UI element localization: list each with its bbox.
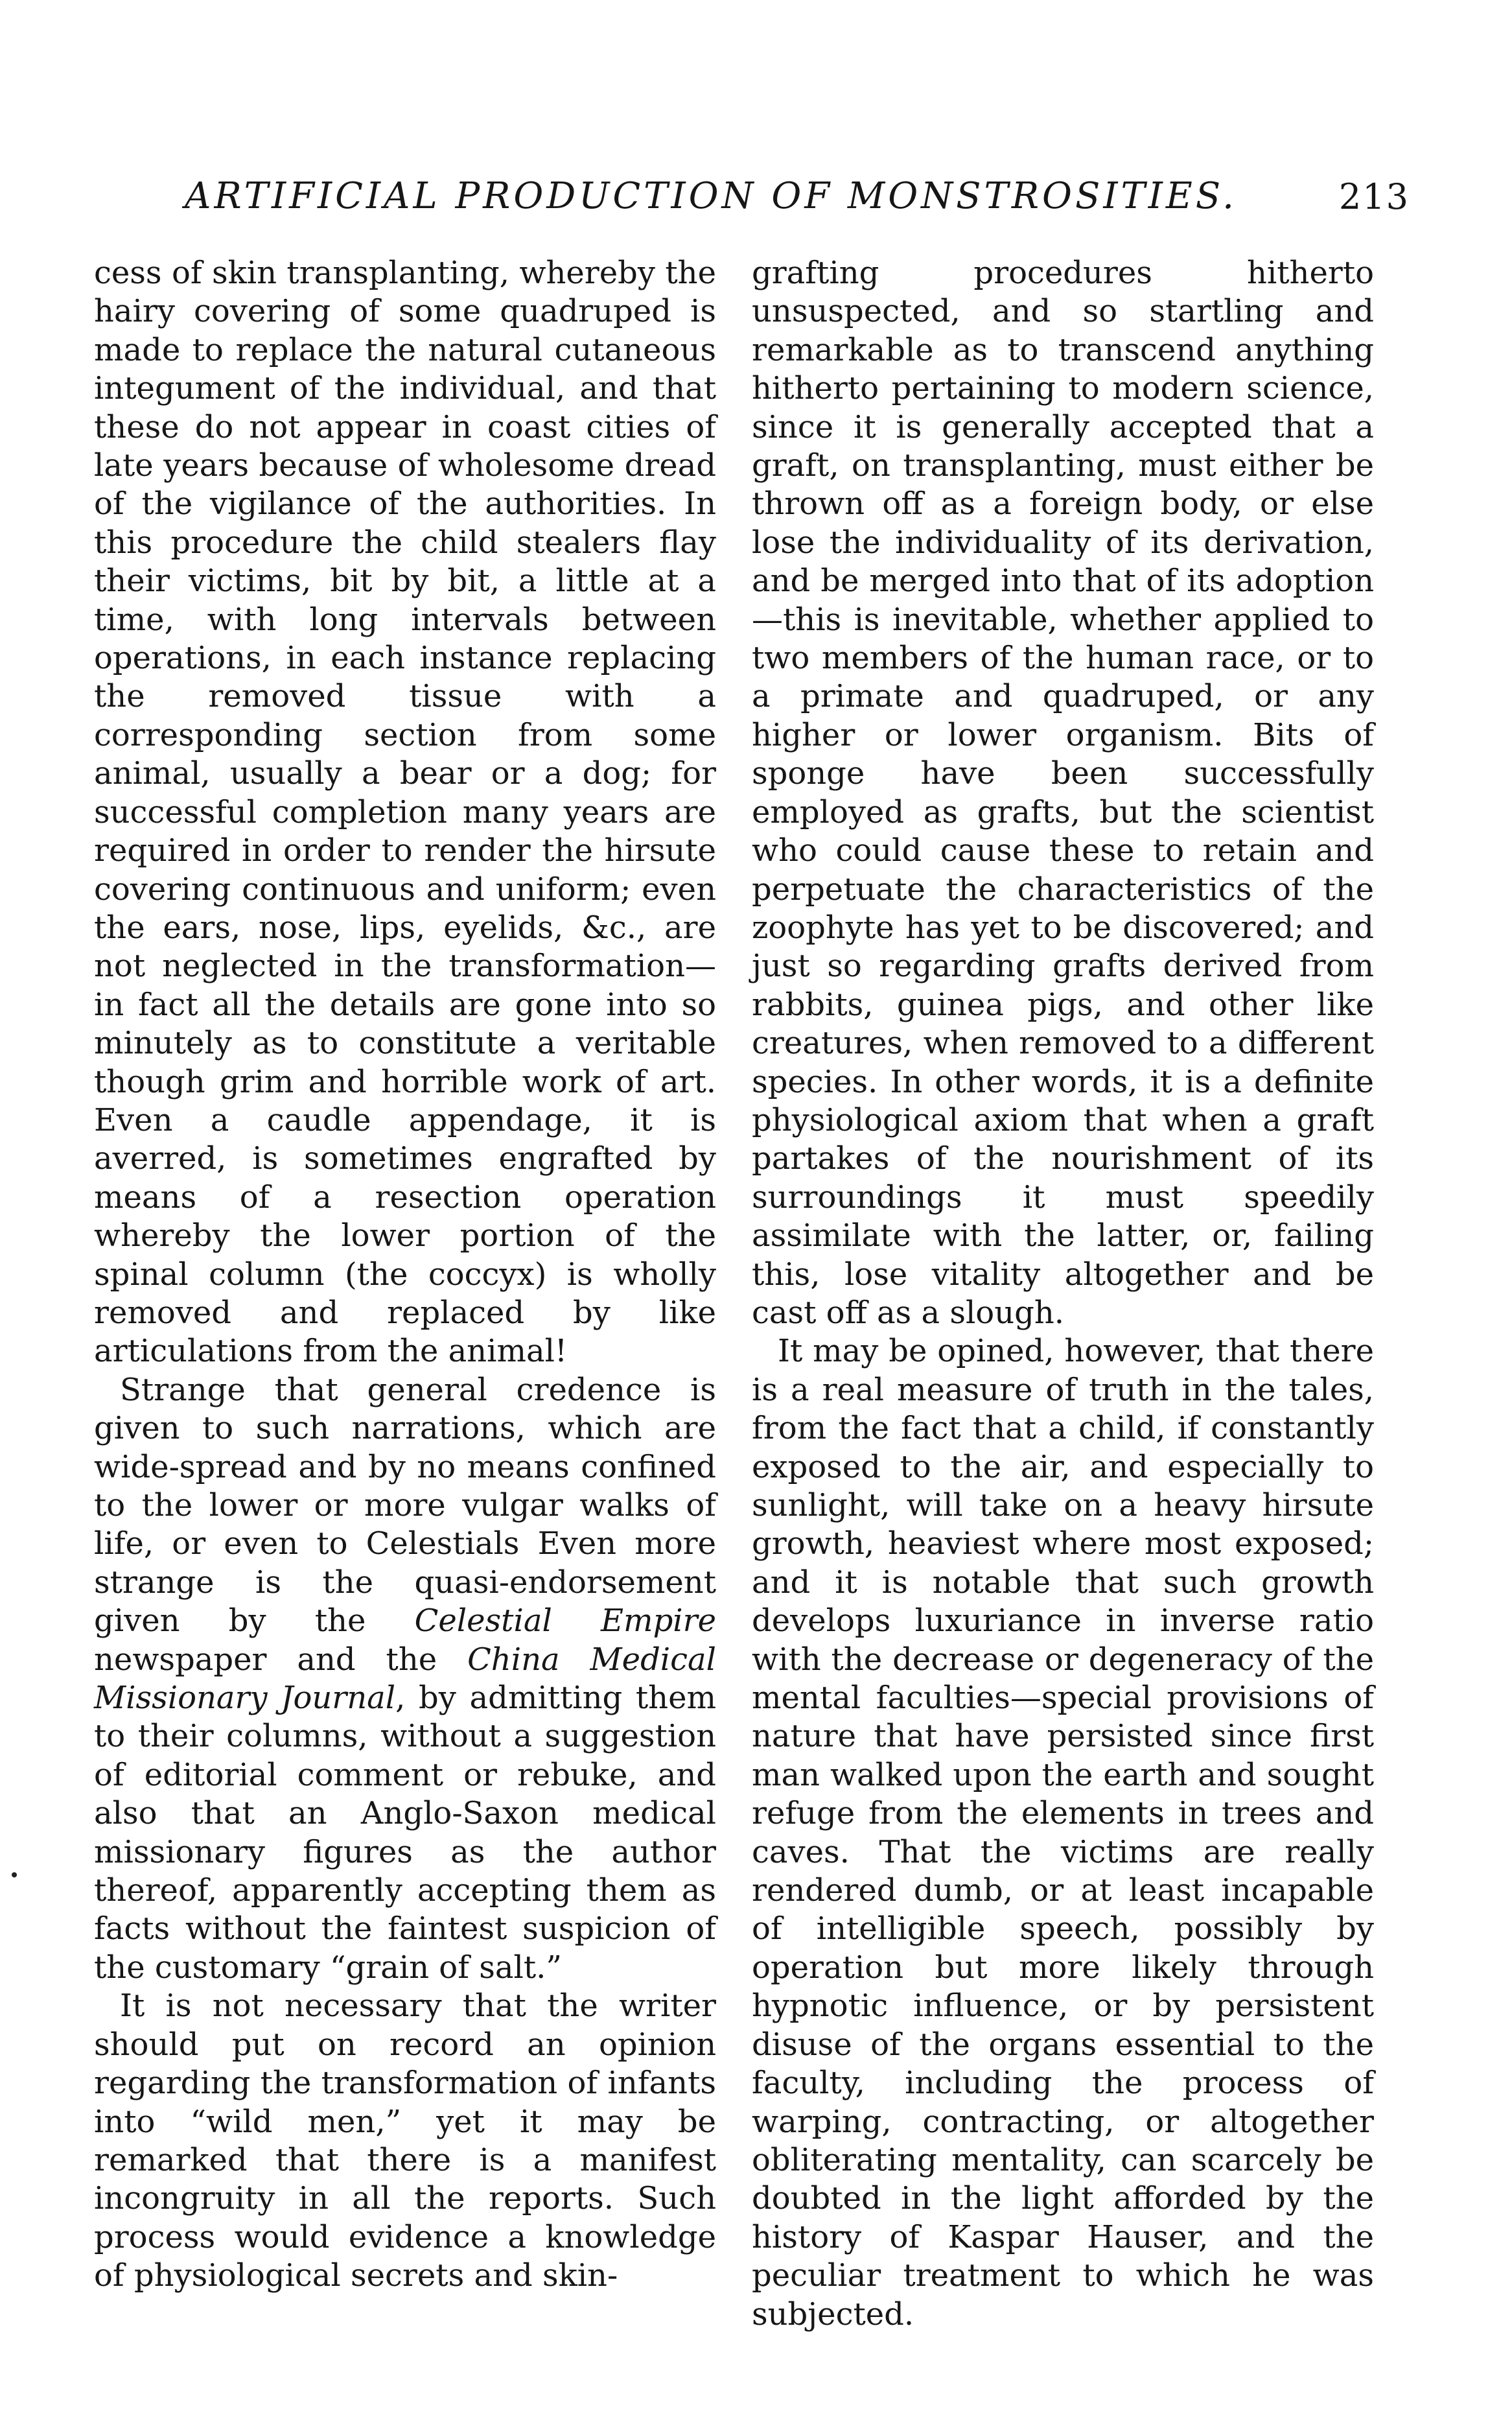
paragraph-text: , by admitting them to their columns, without a suggestion of editorial comment or rebuke, and also that an Anglo-Saxon medical missionary figures as the author thereof, apparently accepting them as facts without the faintest suspicion of the customary “grain of salt.” bbox=[94, 1680, 717, 1986]
paragraph-text: newspaper and the bbox=[94, 1641, 468, 1678]
paragraph bbox=[94, 1371, 716, 1988]
newspaper-title: Celestial Empire bbox=[414, 1603, 716, 1640]
paragraph-text: Strange that general credence is given to such narrations, which are wide-spread and by no means confined to the lower or more vulgar walks of life, or even to Celestials Even more strange is the quasi-endorsement given by the bbox=[94, 1371, 716, 1640]
journal-title: China Medical Missionary Journal bbox=[94, 1641, 716, 1717]
print-speck bbox=[12, 1872, 17, 1877]
running-head bbox=[185, 175, 1410, 227]
paragraph: cess of skin transplanting, whereby the hairy covering of some quadruped is made to replace the natural cutaneous integument of the individual, and that these do not appear in coast cities of late years because of wholesome dread of the vigilance of the authorities. In this procedure the child stealers flay their victims, bit by bit, a little at a time, with long intervals between operations, in each instance replacing the removed tissue with a corresponding section from some animal, usually a bear or a dog; for successful completion many years are required in order to render the hirsute covering continuous and uniform; even the ears, nose, lips, eyelids, &c., are not neglected in the transformation—in fact all the details are gone into so minutely as to constitute a veritable though grim and horrible work of art. Even a caudle appendage, it is averred, is sometimes engrafted by means of a resection operation whereby the lower portion of the spinal column (the coccyx) is wholly removed and replaced by like articulations from the animal! bbox=[94, 255, 716, 1370]
left-column bbox=[94, 254, 716, 2296]
paragraph: It may be opined, however, that there is a real measure of truth in the tales, from the fact that a child, if constantly exposed to the air, and especially to sunlight, will take on a heavy hirsute growth, heaviest where most exposed; and it is notable that such growth develops luxuriance in inverse ratio with the decrease or degeneracy of the mental faculties—special provisions of nature that have persisted since first man walked upon the earth and sought refuge from the elements in trees and caves. That the victims are really rendered dumb, or at least incapable of intelligible speech, possibly by operation but more likely through hypnotic influence, or by persistent disuse of the organs essential to the faculty, including the process of warping, contracting, or altogether obliterating mentality, can scarcely be doubted in the light afforded by the history of Kaspar Hauser, and the peculiar treatment to which he was subjected. bbox=[752, 1333, 1374, 2333]
paragraph: It is not necessary that the writer should put on record an opinion regarding the transformation of infants into “wild men,” yet it may be remarked that there is a manifest incongruity in all the reports. Such process would evidence a knowledge of physiological secrets and skin- bbox=[94, 1988, 716, 2294]
paragraph: grafting procedures hitherto unsuspected, and so startling and remarkable as to transcend anything hitherto pertaining to modern science, since it is generally accepted that a graft, on transplanting, must either be thrown off as a foreign body, or else lose the individuality of its derivation, and be merged into that of its adoption—this is inevitable, whether applied to two members of the human race, or to a primate and quadruped, or any higher or lower organism. Bits of sponge have been successfully employed as grafts, but the scientist who could cause these to retain and perpetuate the characteristics of the zoophyte has yet to be discovered; and just so regarding grafts derived from rabbits, guinea pigs, and other like creatures, when removed to a different species. In other words, it is a definite physiological axiom that when a graft partakes of the nourishment of its surroundings it must speedily assimilate with the latter, or, failing this, lose vitality altogether and be cast off as a slough. bbox=[752, 255, 1374, 1331]
page-number: 213 bbox=[1338, 176, 1410, 217]
running-title: ARTIFICIAL PRODUCTION OF MONSTROSITIES. bbox=[185, 175, 1237, 217]
right-column bbox=[752, 254, 1374, 2334]
